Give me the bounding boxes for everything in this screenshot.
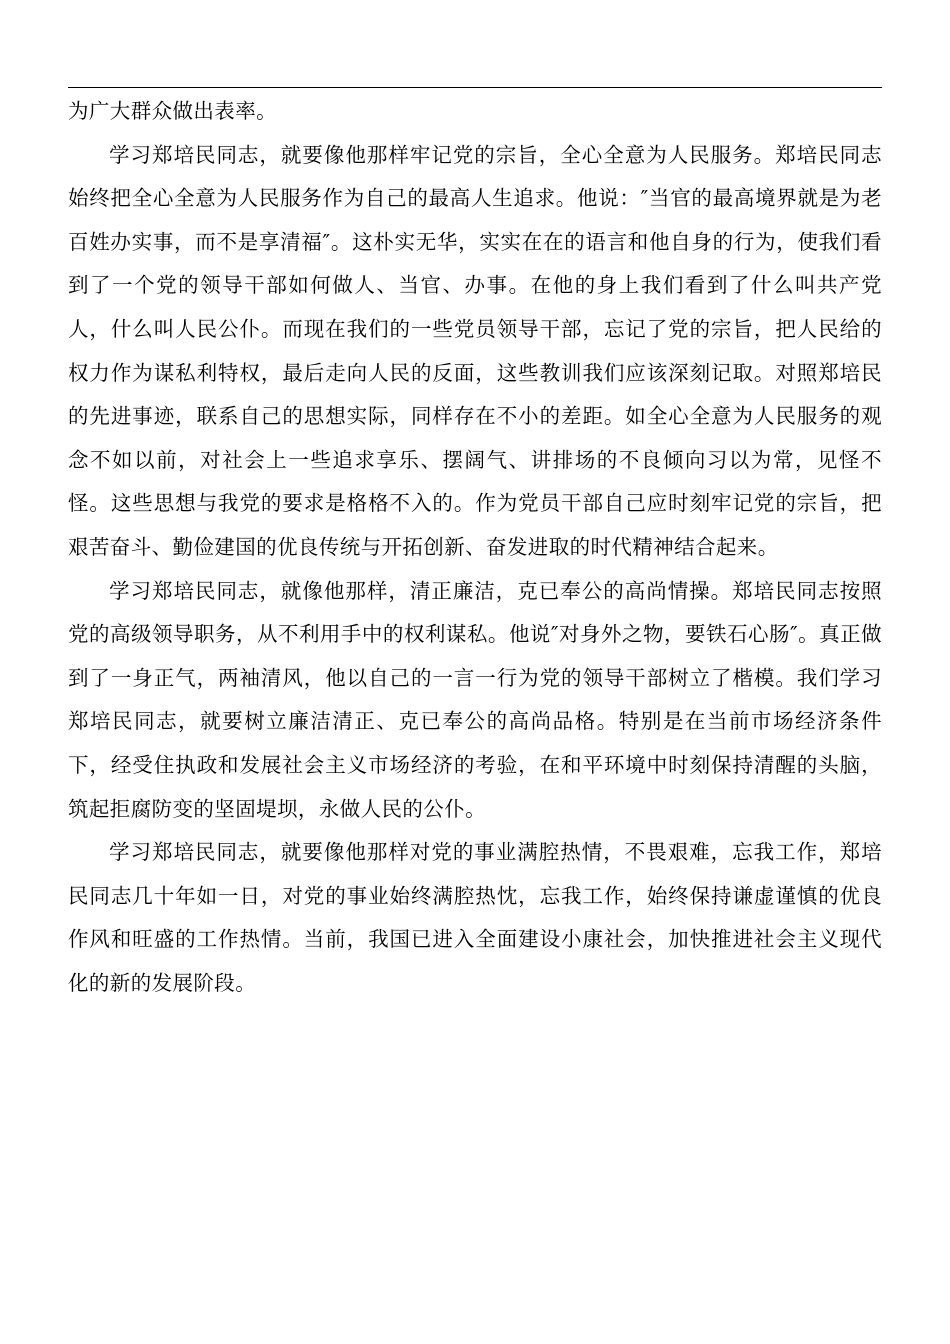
paragraph-continuation: 为广大群众做出表率。 <box>68 99 277 123</box>
paragraph-integrity: 学习郑培民同志，就像他那样，清正廉洁，克已奉公的高尚情操。郑培民同志按照党的高级领导职务，从不利用手中的权利谋私。他说″对身外之物，要铁石心肠″。真正做到了一身正气，两袖清风，他以自己的一言一行为党的领导干部树立了楷模。我们学习郑培民同志，就要树立廉洁清正、克已奉公的高尚品格。特别是在当前市场经济条件下，经受住执政和发展社会主义市场经济的考验，在和平环境中时刻保持清醒的头脑，筑起拒腐防变的坚固堤坝，永做人民的公仆。 <box>68 578 882 821</box>
paragraph-dedication: 学习郑培民同志，就要像他那样对党的事业满腔热情，不畏艰难，忘我工作，郑培民同志几十年如一日，对党的事业始终满腔热忱，忘我工作，始终保持谦虚谨慎的优良作风和旺盛的工作热情。当前，我国已进入全面建设小康社会，加快推进社会主义现代化的新的发展阶段。 <box>68 840 882 995</box>
header-rule <box>68 87 882 88</box>
paragraph-party-purpose: 学习郑培民同志，就要像他那样牢记党的宗旨，全心全意为人民服务。郑培民同志始终把全心全意为人民服务作为自己的最高人生追求。他说：″当官的最高境界就是为老百姓办实事，而不是享清福″。这朴实无华，实实在在的语言和他自身的行为，使我们看到了一个党的领导干部如何做人、当官、办事。在他的身上我们看到了什么叫共产党人，什么叫人民公仆。而现在我们的一些党员领导干部，忘记了党的宗旨，把人民给的权力作为谋私利特权，最后走向人民的反面，这些教训我们应该深刻记取。对照郑培民的先进事迹，联系自己的思想实际，同样存在不小的差距。如全心全意为人民服务的观念不如以前，对社会上一些追求享乐、摆阔气、讲排场的不良倾向习以为常，见怪不怪。这些思想与我党的要求是格格不入的。作为党员干部自己应时刻牢记党的宗旨，把艰苦奋斗、勤俭建国的优良传统与开拓创新、奋发进取的时代精神结合起来。 <box>68 142 882 559</box>
document-body <box>68 90 882 1005</box>
